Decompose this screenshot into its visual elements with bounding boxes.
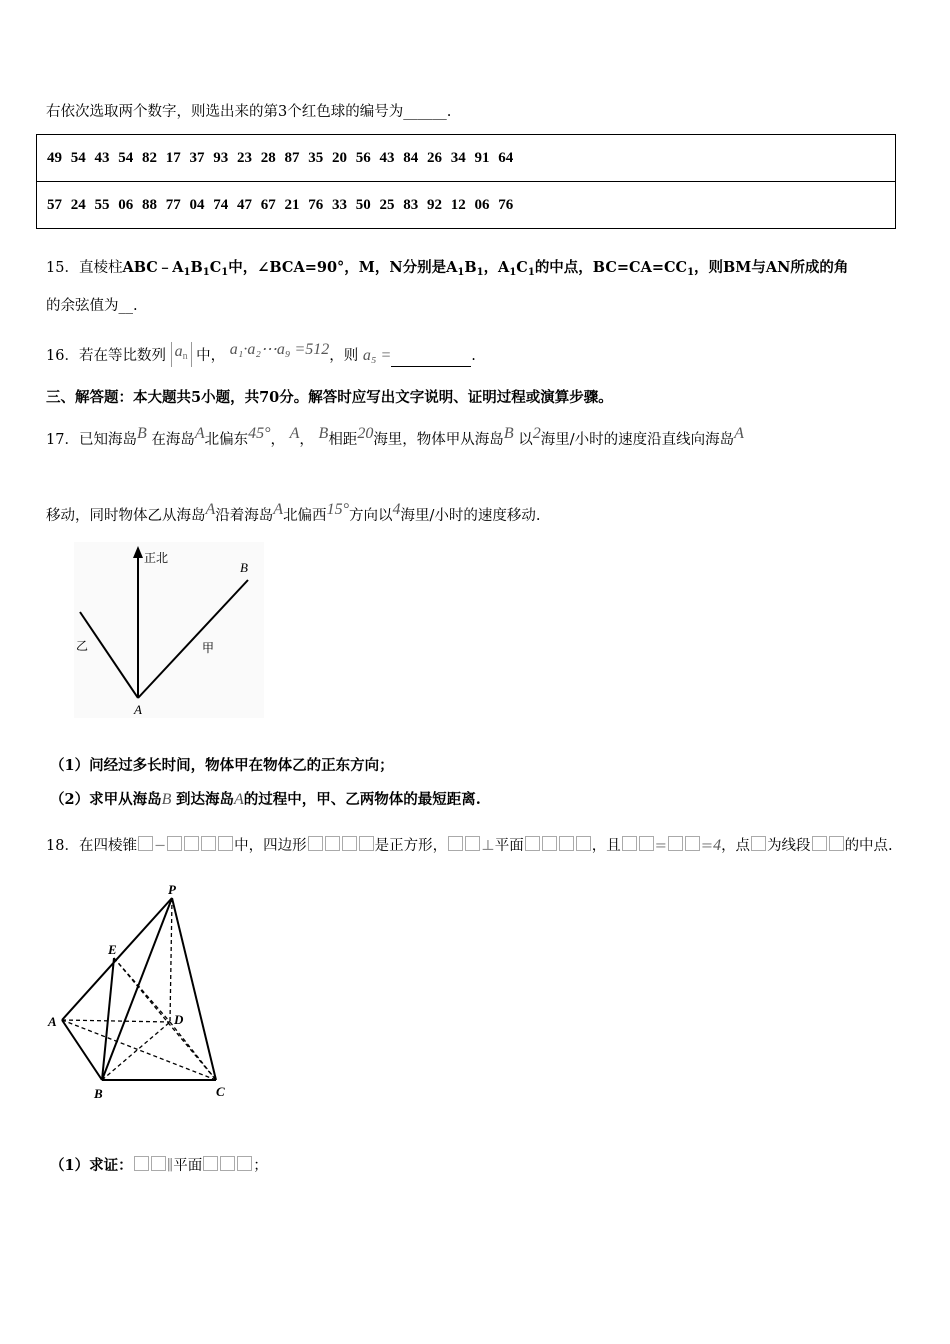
q17-part1: （1）问经过多长时间，物体甲在物体乙的正东方向； — [50, 757, 394, 774]
q16: 16．若在等比数列 $a_n$ 中， a₁·a₂⋯a₉ =512，则 a₅ = . — [46, 340, 476, 367]
jia-label: 甲 — [202, 641, 215, 655]
figure-17-bearing-diagram — [46, 540, 266, 720]
edge-ad — [62, 1020, 170, 1022]
edge-ab — [62, 1020, 102, 1080]
q17-part2: （2）求甲从海岛B 到达海岛A的过程中，甲、乙两物体的最短距离. — [50, 791, 481, 808]
edge-pd — [170, 898, 172, 1022]
figure-background — [74, 542, 264, 718]
answer-blank — [391, 346, 471, 367]
q15-line1: 15．直棱柱$ABC﹣A_1B_1C_1$中，∠BCA=90°，M，N分别是$A_1B_1$，$A_1C_1$的中点，$BC=CA=CC_1$，则BM与AN所成的角 — [46, 259, 849, 278]
segment-ed — [114, 958, 170, 1022]
edge-pa — [62, 898, 172, 1020]
section-3-heading: 三、解答题：本大题共5小题，共70分。解答时应写出文字说明、证明过程或演算步骤。 — [46, 389, 613, 406]
table-cell: 57 24 55 06 88 77 04 74 47 67 21 76 33 50 25 83 92 12 06 76 — [37, 182, 896, 229]
q18: 18．在四棱锥 − 中，四边形 是正方形， ⊥平面 ，且 = =4，点 为线段 的中点. — [46, 837, 893, 854]
table-cell: 49 54 43 54 82 17 37 93 23 28 87 35 20 56 43 84 26 34 91 64 — [37, 135, 896, 182]
point-b-label: B — [240, 560, 248, 575]
edge-pb — [102, 898, 172, 1080]
table-row — [37, 135, 896, 182]
vertex-a-label: A — [48, 1014, 57, 1029]
vertex-c-label: C — [216, 1084, 225, 1099]
q18-part1: （1）求证： ∥平面 ； — [50, 1157, 268, 1174]
q14-tail: 右依次选取两个数字，则选出来的第3个红色球的编号为______. — [46, 104, 452, 120]
figure-18-pyramid — [46, 880, 256, 1105]
q17-line2: 移动，同时物体乙从海岛A沿着海岛A北偏西15°方向以4海里/小时的速度移动. — [46, 501, 541, 524]
vertex-b-label: B — [94, 1086, 103, 1101]
table-row — [37, 182, 896, 229]
random-number-table — [36, 134, 896, 229]
q17-line1: 17．已知海岛B 在海岛A北偏东45°， A， B相距20海里，物体甲从海岛B 以2海里/小时的速度沿直线向海岛A — [46, 425, 744, 448]
yi-label: 乙 — [76, 639, 89, 653]
q15-line2: 的余弦值为__. — [46, 298, 138, 314]
north-label: 正北 — [144, 551, 169, 565]
point-a-label: A — [134, 702, 142, 717]
vertex-d-label: D — [174, 1012, 184, 1027]
vertex-p-label: P — [168, 882, 176, 897]
vertex-e-label: E — [108, 942, 117, 957]
sequence-notation: $a_n$ — [171, 342, 192, 367]
